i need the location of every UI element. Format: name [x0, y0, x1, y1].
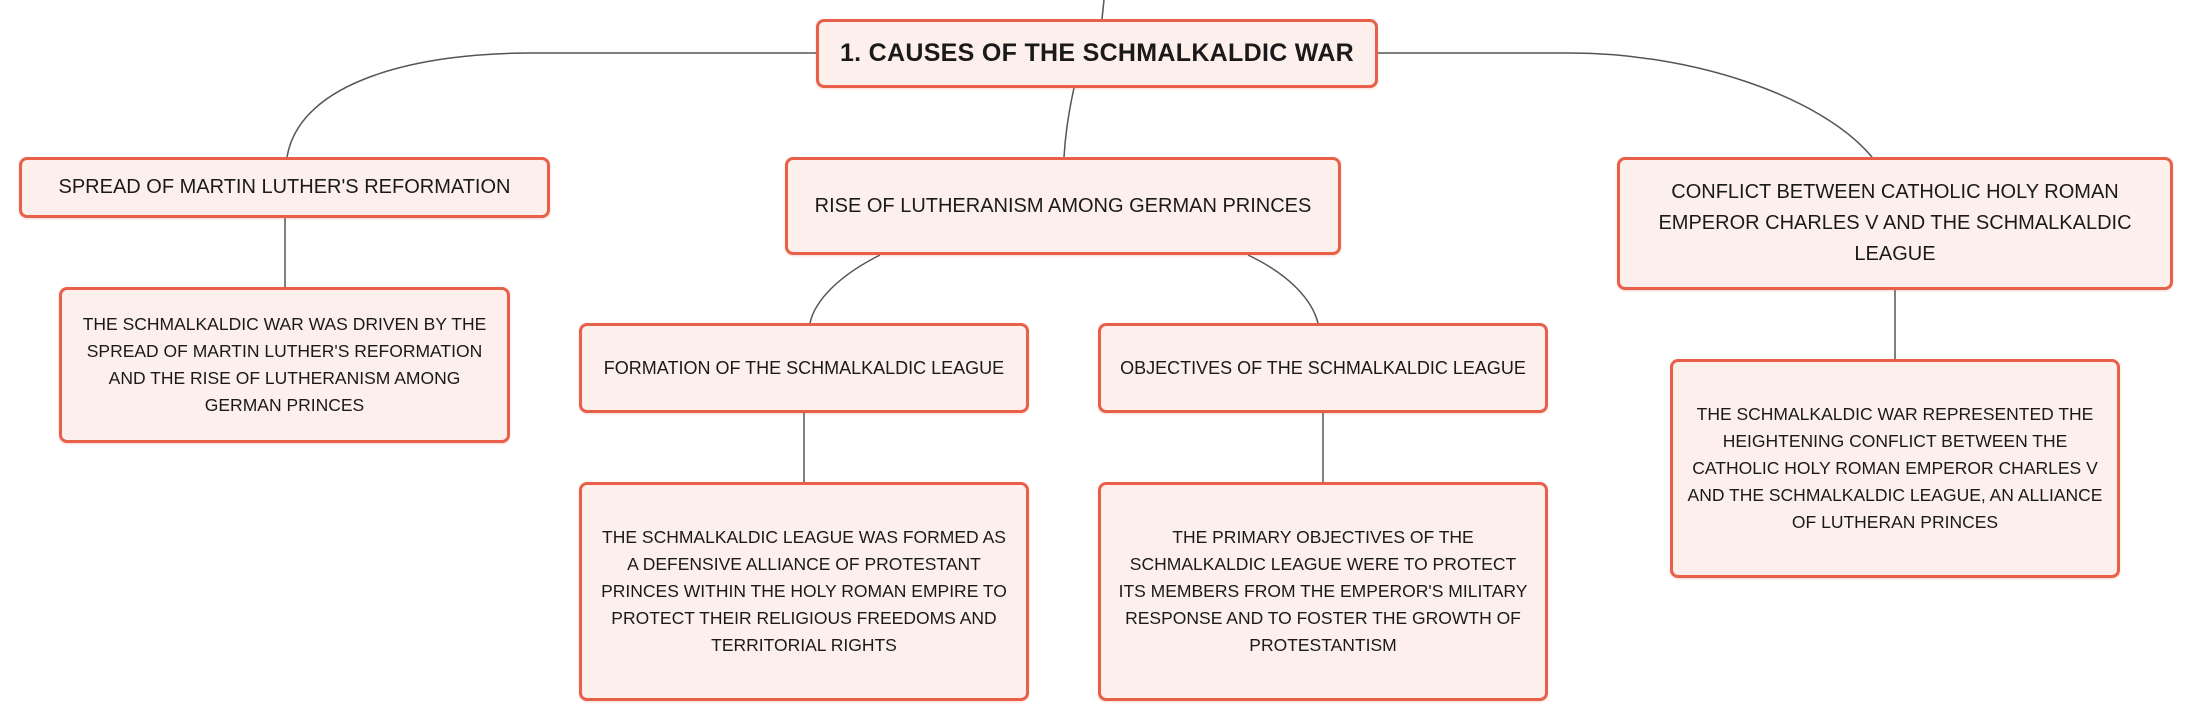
topic-label: SPREAD OF MARTIN LUTHER'S REFORMATION — [58, 176, 511, 198]
root-topic-node[interactable] — [816, 19, 1378, 88]
description-node-conflict-charles-v[interactable] — [1670, 359, 2120, 578]
connector-rise-to-formation — [810, 255, 880, 323]
subtopic-node-formation-league[interactable] — [579, 323, 1029, 413]
topic-node-rise-lutheranism[interactable] — [785, 157, 1341, 255]
connector-rise-to-objectives — [1248, 255, 1318, 323]
topic-label: RISE OF LUTHERANISM AMONG GERMAN PRINCES — [814, 194, 1312, 217]
subtopic-label: FORMATION OF THE SCHMALKALDIC LEAGUE — [603, 358, 1005, 378]
connector-root-to-parent — [1102, 0, 1104, 19]
topic-node-spread-reformation[interactable] — [19, 157, 550, 218]
connector-root-to-spread — [287, 53, 816, 157]
topic-label: CONFLICT BETWEEN CATHOLIC HOLY ROMAN EMPEROR CHARLES V AND THE SCHMALKALDIC LEAGUE — [1658, 181, 2132, 265]
connector-root-to-rise — [1064, 88, 1074, 157]
description-node-spread-reformation[interactable] — [59, 287, 510, 443]
description-node-formation-league[interactable] — [579, 482, 1029, 701]
root-topic-label: 1. CAUSES OF THE SCHMALKALDIC WAR — [839, 39, 1355, 67]
description-text: THE PRIMARY OBJECTIVES OF THE SCHMALKALDIC LEAGUE WERE TO PROTECT ITS MEMBERS FROM THE EMPEROR'S MILITARY RESPONSE AND TO FOSTER THE GROWTH OF PROTESTANTISM — [1118, 527, 1528, 655]
description-text: THE SCHMALKALDIC WAR WAS DRIVEN BY THE SPREAD OF MARTIN LUTHER'S REFORMATION AND THE RISE OF LUTHERANISM AMONG GERMAN PRINCES — [82, 314, 487, 415]
subtopic-node-objectives-league[interactable] — [1098, 323, 1548, 413]
subtopic-label: OBJECTIVES OF THE SCHMALKALDIC LEAGUE — [1120, 358, 1526, 378]
description-text: THE SCHMALKALDIC LEAGUE WAS FORMED AS A DEFENSIVE ALLIANCE OF PROTESTANT PRINCES WITHIN THE HOLY ROMAN EMPIRE TO PROTECT THEIR RELIGIOUS FREEDOMS AND TERRITORIAL RIGHTS — [601, 527, 1007, 655]
description-text: THE SCHMALKALDIC WAR REPRESENTED THE HEIGHTENING CONFLICT BETWEEN THE CATHOLIC HOLY ROMAN EMPEROR CHARLES V AND THE SCHMALKALDIC LEAGUE, AN ALLIANCE OF LUTHERAN PRINCES — [1687, 404, 2103, 532]
topic-node-conflict-charles-v[interactable] — [1617, 157, 2173, 290]
connector-root-to-conflict — [1378, 53, 1872, 157]
description-node-objectives-league[interactable] — [1098, 482, 1548, 701]
